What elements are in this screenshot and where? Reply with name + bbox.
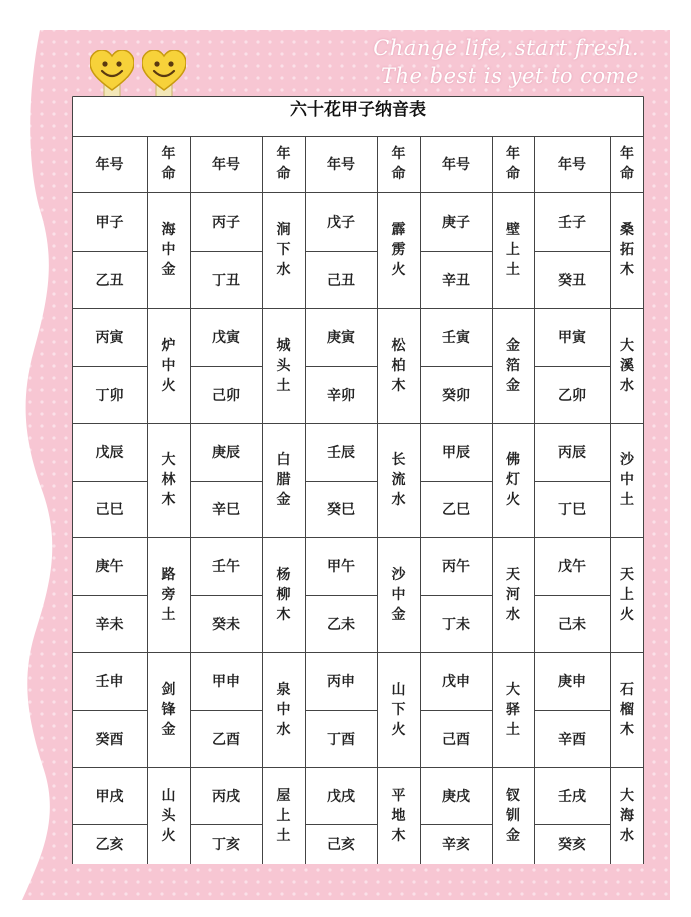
year-cell: 癸酉 (95, 731, 124, 748)
table-title: 六十花甲子纳音表 (290, 100, 426, 120)
year-cell: 壬戌 (558, 788, 586, 805)
nayin-cell-text: 泉中水 (276, 681, 291, 738)
header-fate-cell (377, 136, 420, 192)
nayin-cell-text: 路旁土 (161, 566, 176, 623)
nayin-cell-text: 杨柳木 (276, 566, 291, 623)
nayin-cell-text: 涧下水 (276, 222, 291, 278)
nayin-cell (610, 652, 644, 767)
year-cell: 庚辰 (212, 445, 240, 461)
nayin-cell-text: 沙中金 (391, 566, 406, 623)
year-cell: 丙寅 (95, 330, 124, 346)
nayin-cell (147, 652, 190, 767)
nayin-cell-text: 炉中火 (161, 337, 176, 394)
nayin-cell (492, 652, 534, 767)
nayin-cell (610, 423, 644, 537)
year-cell: 己酉 (442, 731, 470, 748)
year-cell: 己亥 (327, 837, 355, 853)
header-fate-cell-text: 年命 (620, 146, 634, 182)
nayin-cell-text: 山下火 (391, 681, 406, 738)
year-cell: 己丑 (327, 272, 355, 289)
year-cell: 丁丑 (212, 272, 240, 289)
header-year-cell: 年号 (327, 157, 355, 173)
year-cell: 乙未 (327, 616, 355, 633)
nayin-cell-text: 天上火 (620, 566, 634, 623)
nayin-cell-text: 大林木 (161, 452, 176, 508)
nayin-cell (377, 537, 420, 652)
nayin-cell (262, 652, 305, 767)
year-cell: 壬辰 (327, 445, 355, 461)
year-cell: 己卯 (212, 387, 240, 404)
year-cell: 癸巳 (327, 502, 355, 518)
nayin-cell-text: 白腊金 (276, 452, 291, 508)
header-fate-cell-text: 年命 (276, 146, 291, 182)
nayin-cell-text: 沙中土 (620, 452, 634, 508)
nayin-cell-text: 大海水 (620, 787, 634, 844)
year-cell: 丙申 (327, 674, 355, 690)
nayin-table-sheet (72, 96, 644, 864)
header-fate-cell-text: 年命 (391, 146, 406, 182)
year-cell: 丁未 (442, 616, 470, 633)
nayin-cell-text: 大溪水 (620, 337, 634, 394)
year-cell: 辛亥 (442, 837, 470, 853)
nayin-cell (147, 192, 190, 308)
year-cell: 辛巳 (212, 502, 240, 518)
nayin-cell (377, 652, 420, 767)
nayin-cell (147, 308, 190, 423)
year-cell: 乙酉 (212, 731, 240, 748)
nayin-cell-text: 金箔金 (506, 337, 520, 394)
nayin-cell-text: 剑锋金 (161, 681, 176, 738)
decorative-slogan-line1: Change life, start fresh. (373, 36, 639, 60)
nayin-cell-text: 桑拓木 (620, 222, 634, 278)
year-cell: 丙子 (212, 214, 240, 231)
year-cell: 己未 (558, 616, 586, 633)
nayin-cell (610, 308, 644, 423)
year-cell: 癸丑 (558, 272, 586, 289)
year-cell: 丁亥 (212, 837, 240, 853)
nayin-cell-text: 石榴木 (620, 681, 634, 738)
nayin-cell (377, 308, 420, 423)
nayin-cell (262, 308, 305, 423)
year-cell: 壬子 (558, 214, 586, 231)
year-cell: 丙戌 (212, 788, 240, 805)
year-cell: 辛丑 (442, 272, 470, 289)
year-cell: 戊辰 (95, 445, 124, 461)
year-cell: 甲申 (212, 674, 240, 690)
nayin-cell (610, 767, 644, 864)
year-cell: 乙巳 (442, 502, 470, 518)
nayin-cell (492, 767, 534, 864)
nayin-cell (262, 192, 305, 308)
year-cell: 壬寅 (442, 330, 470, 346)
year-cell: 戊子 (327, 214, 355, 231)
year-cell: 戊申 (442, 674, 470, 690)
nayin-cell (262, 767, 305, 864)
nayin-cell (377, 192, 420, 308)
year-cell: 甲戌 (95, 788, 124, 805)
nayin-cell (492, 308, 534, 423)
nayin-cell-text: 天河水 (506, 566, 520, 623)
nayin-cell-text: 壁上土 (506, 222, 520, 278)
year-cell: 甲辰 (442, 445, 470, 461)
year-cell: 丁酉 (327, 731, 355, 748)
header-fate-cell (147, 136, 190, 192)
year-cell: 乙丑 (95, 272, 124, 289)
nayin-cell (147, 537, 190, 652)
year-cell: 己巳 (95, 502, 124, 518)
nayin-cell (262, 537, 305, 652)
header-fate-cell (262, 136, 305, 192)
year-cell: 辛卯 (327, 387, 355, 404)
year-cell: 壬午 (212, 559, 240, 575)
nayin-cell-text: 钗钏金 (506, 787, 520, 844)
nayin-cell (262, 423, 305, 537)
header-fate-cell (610, 136, 644, 192)
nayin-cell-text: 山头火 (161, 787, 176, 844)
year-cell: 庚子 (442, 214, 470, 231)
nayin-cell (147, 767, 190, 864)
year-cell: 癸卯 (442, 387, 470, 404)
year-cell: 丁巳 (558, 502, 586, 518)
nayin-cell (492, 537, 534, 652)
year-cell: 甲子 (95, 214, 124, 231)
header-fate-cell-text: 年命 (506, 146, 520, 182)
nayin-cell-text: 霹雳火 (391, 222, 406, 278)
nayin-cell (610, 537, 644, 652)
year-cell: 庚戌 (442, 788, 470, 805)
year-cell: 戊寅 (212, 330, 240, 346)
nayin-cell (377, 767, 420, 864)
year-cell: 辛未 (95, 616, 124, 633)
header-fate-cell (492, 136, 534, 192)
year-cell: 戊午 (558, 559, 586, 575)
nayin-cell-text: 平地木 (391, 787, 406, 844)
header-year-cell: 年号 (442, 157, 470, 173)
nayin-cell (610, 192, 644, 308)
nayin-cell-text: 长流水 (391, 452, 406, 508)
year-cell: 丁卯 (95, 387, 124, 404)
year-cell: 壬申 (95, 674, 124, 690)
nayin-cell (492, 423, 534, 537)
year-cell: 庚寅 (327, 330, 355, 346)
year-cell: 癸未 (212, 616, 240, 633)
header-year-cell: 年号 (558, 157, 586, 173)
year-cell: 戊戌 (327, 788, 355, 805)
year-cell: 辛酉 (558, 731, 586, 748)
year-cell: 乙亥 (95, 837, 124, 853)
year-cell: 甲午 (327, 559, 355, 575)
nayin-cell-text: 海中金 (161, 222, 176, 278)
year-cell: 庚午 (95, 559, 124, 575)
nayin-cell (492, 192, 534, 308)
nayin-cell-text: 城头土 (276, 337, 291, 394)
year-cell: 甲寅 (558, 330, 586, 346)
nayin-cell-text: 松柏木 (391, 337, 406, 394)
year-cell: 丙辰 (558, 445, 586, 461)
decorative-slogan-line2: The best is yet to come (381, 64, 639, 88)
header-year-cell: 年号 (95, 157, 124, 173)
nayin-cell-text: 屋上土 (276, 787, 291, 844)
nayin-cell-text: 大驿土 (506, 681, 520, 738)
header-fate-cell-text: 年命 (161, 146, 176, 182)
year-cell: 乙卯 (558, 387, 586, 404)
year-cell: 丙午 (442, 559, 470, 575)
nayin-cell (147, 423, 190, 537)
nayin-cell (377, 423, 420, 537)
year-cell: 癸亥 (558, 837, 586, 853)
nayin-cell-text: 佛灯火 (506, 452, 520, 508)
year-cell: 庚申 (558, 674, 586, 690)
header-year-cell: 年号 (212, 157, 240, 173)
